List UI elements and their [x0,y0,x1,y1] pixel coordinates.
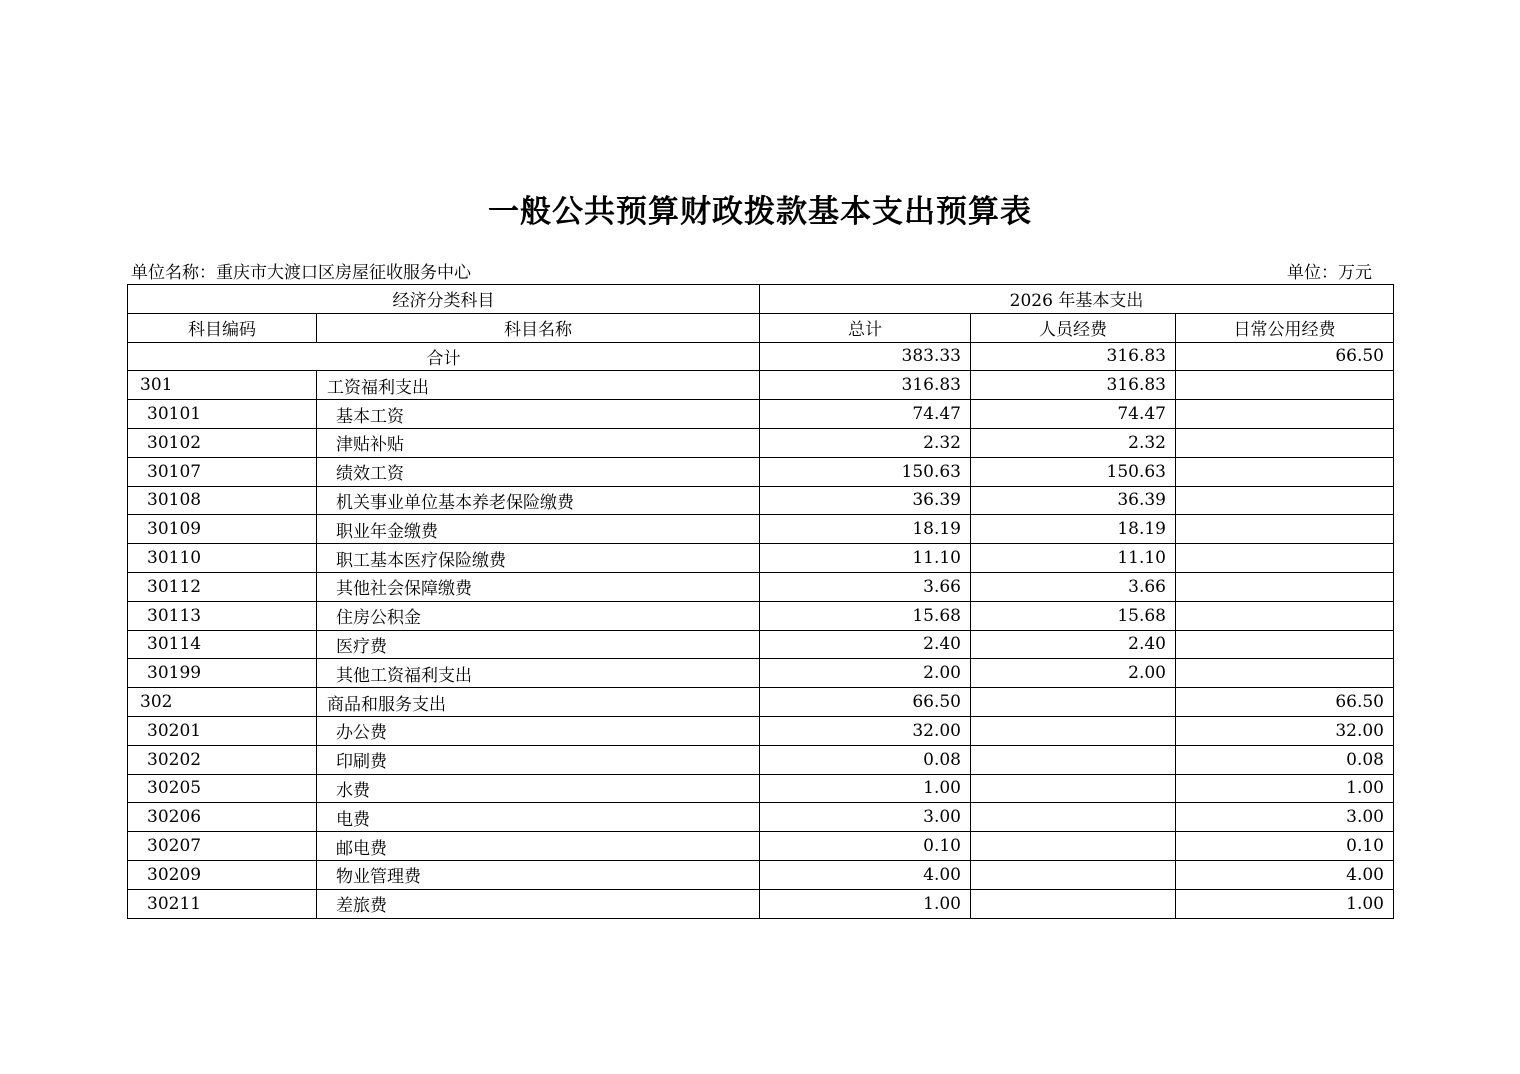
subject-code-cell: 30107 [128,457,317,486]
table-row [128,544,1394,573]
subject-code-cell: 30109 [128,515,317,544]
public-expense-cell: 32.00 [1176,716,1394,745]
header-group-row [128,285,1394,314]
personnel-expense-cell: 2.40 [971,630,1176,659]
total-cell: 2.00 [760,659,971,688]
personnel-expense-cell: 3.66 [971,572,1176,601]
personnel-expense-cell: 2.00 [971,659,1176,688]
total-row [128,342,1394,371]
total-cell: 2.32 [760,428,971,457]
header-column-row [128,313,1394,342]
personnel-expense-cell [971,889,1176,918]
public-expense-cell [1176,371,1394,400]
table-row [128,630,1394,659]
personnel-expense-cell: 15.68 [971,601,1176,630]
subject-code-cell: 30102 [128,428,317,457]
subject-name-cell: 邮电费 [317,832,760,861]
header-economic-classification: 经济分类科目 [128,285,760,314]
subject-code-cell: 30207 [128,832,317,861]
public-expense-cell [1176,572,1394,601]
table-row [128,572,1394,601]
personnel-expense-cell: 316.83 [971,371,1176,400]
public-expense-cell [1176,457,1394,486]
public-expense-cell [1176,515,1394,544]
subject-code-cell: 30206 [128,803,317,832]
public-expense-cell [1176,544,1394,573]
personnel-expense-cell: 18.19 [971,515,1176,544]
total-cell: 36.39 [760,486,971,515]
subject-name-cell: 商品和服务支出 [317,688,760,717]
public-expense-cell: 1.00 [1176,889,1394,918]
header-basic-expenditure-year: 2026 年基本支出 [760,285,1394,314]
public-expense-cell: 0.10 [1176,832,1394,861]
total-cell: 150.63 [760,457,971,486]
subject-code-cell: 30113 [128,601,317,630]
total-row-label: 合计 [128,342,760,371]
table-row [128,371,1394,400]
subject-code-cell: 301 [128,371,317,400]
subject-name-cell: 办公费 [317,716,760,745]
subject-name-cell: 其他社会保障缴费 [317,572,760,601]
total-cell: 18.19 [760,515,971,544]
total-cell: 0.10 [760,832,971,861]
currency-unit-label: 单位：万元 [1287,263,1372,283]
public-expense-cell [1176,630,1394,659]
page-title: 一般公共预算财政拨款基本支出预算表 [488,194,1032,230]
total-cell: 66.50 [760,688,971,717]
table-row [128,774,1394,803]
subject-name-cell: 物业管理费 [317,860,760,889]
subject-name-cell: 工资福利支出 [317,371,760,400]
subject-name-cell: 电费 [317,803,760,832]
total-cell: 316.83 [760,371,971,400]
subject-name-cell: 津贴补贴 [317,428,760,457]
total-cell: 15.68 [760,601,971,630]
subject-name-cell: 绩效工资 [317,457,760,486]
header-total: 总计 [760,313,971,342]
header-subject-name: 科目名称 [317,313,760,342]
personnel-expense-cell [971,832,1176,861]
subject-name-cell: 基本工资 [317,400,760,429]
header-subject-code: 科目编码 [128,313,317,342]
personnel-expense-cell: 2.32 [971,428,1176,457]
table-row [128,400,1394,429]
total-cell: 2.40 [760,630,971,659]
subject-code-cell: 30209 [128,860,317,889]
personnel-expense-cell [971,774,1176,803]
subject-code-cell: 30201 [128,716,317,745]
total-row-total: 383.33 [760,342,971,371]
public-expense-cell: 3.00 [1176,803,1394,832]
table-row [128,659,1394,688]
personnel-expense-cell: 11.10 [971,544,1176,573]
total-row-personnel: 316.83 [971,342,1176,371]
table-row [128,601,1394,630]
public-expense-cell [1176,400,1394,429]
table-body [128,342,1394,918]
total-cell: 1.00 [760,889,971,918]
personnel-expense-cell: 74.47 [971,400,1176,429]
budget-table [127,284,1394,919]
subject-code-cell: 30112 [128,572,317,601]
subject-name-cell: 其他工资福利支出 [317,659,760,688]
personnel-expense-cell [971,803,1176,832]
personnel-expense-cell [971,688,1176,717]
table-row [128,889,1394,918]
total-cell: 3.66 [760,572,971,601]
total-row-public: 66.50 [1176,342,1394,371]
subject-code-cell: 30199 [128,659,317,688]
public-expense-cell: 0.08 [1176,745,1394,774]
personnel-expense-cell: 150.63 [971,457,1176,486]
table-row [128,515,1394,544]
table-row [128,716,1394,745]
personnel-expense-cell [971,716,1176,745]
subject-code-cell: 30101 [128,400,317,429]
table-row [128,860,1394,889]
personnel-expense-cell: 36.39 [971,486,1176,515]
total-cell: 32.00 [760,716,971,745]
personnel-expense-cell [971,745,1176,774]
subject-code-cell: 30108 [128,486,317,515]
public-expense-cell [1176,486,1394,515]
unit-name-label: 单位名称：重庆市大渡口区房屋征收服务中心 [131,263,471,283]
total-cell: 4.00 [760,860,971,889]
total-cell: 3.00 [760,803,971,832]
subject-code-cell: 30211 [128,889,317,918]
subject-name-cell: 差旅费 [317,889,760,918]
public-expense-cell: 66.50 [1176,688,1394,717]
subject-code-cell: 30205 [128,774,317,803]
total-cell: 11.10 [760,544,971,573]
subject-name-cell: 职工基本医疗保险缴费 [317,544,760,573]
subject-name-cell: 印刷费 [317,745,760,774]
total-cell: 74.47 [760,400,971,429]
subject-name-cell: 机关事业单位基本养老保险缴费 [317,486,760,515]
table-row [128,688,1394,717]
public-expense-cell: 1.00 [1176,774,1394,803]
total-cell: 1.00 [760,774,971,803]
table-row [128,457,1394,486]
public-expense-cell [1176,659,1394,688]
table-row [128,428,1394,457]
subject-code-cell: 302 [128,688,317,717]
table-row [128,745,1394,774]
table-row [128,832,1394,861]
table-row [128,486,1394,515]
public-expense-cell: 4.00 [1176,860,1394,889]
header-personnel-expense: 人员经费 [971,313,1176,342]
subject-name-cell: 水费 [317,774,760,803]
subject-name-cell: 医疗费 [317,630,760,659]
subject-name-cell: 住房公积金 [317,601,760,630]
public-expense-cell [1176,601,1394,630]
subject-code-cell: 30110 [128,544,317,573]
table-row [128,803,1394,832]
header-public-expense: 日常公用经费 [1176,313,1394,342]
personnel-expense-cell [971,860,1176,889]
subject-code-cell: 30114 [128,630,317,659]
subject-code-cell: 30202 [128,745,317,774]
subject-name-cell: 职业年金缴费 [317,515,760,544]
total-cell: 0.08 [760,745,971,774]
public-expense-cell [1176,428,1394,457]
